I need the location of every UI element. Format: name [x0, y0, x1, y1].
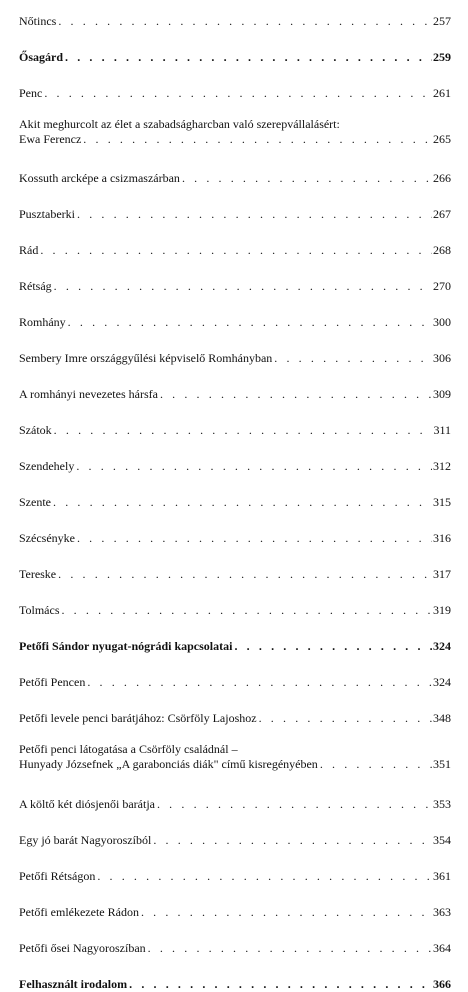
toc-entry: [19, 742, 451, 772]
toc-entry-title: Nőtincs: [19, 14, 57, 28]
toc-entry-row: [19, 459, 451, 474]
dot-leader: [97, 869, 432, 884]
dot-leader: [259, 711, 432, 726]
toc-entry-row: [19, 941, 451, 956]
toc-entry-title: A romhányi nevezetes hársfa: [19, 387, 158, 401]
toc-entry: [19, 171, 451, 186]
toc-entry-page-number: 324: [433, 639, 451, 653]
toc-entry-page-number: 259: [433, 50, 451, 64]
toc-entry-row: [19, 243, 451, 258]
dot-leader: [274, 351, 432, 366]
toc-entry-title: Sembery Imre országgyűlési képviselő Romhányban: [19, 351, 273, 365]
toc-entry-row: [19, 171, 451, 186]
toc-entry-row: [19, 833, 451, 848]
toc-entry-row: [19, 869, 451, 884]
toc-entry-title: Rétság: [19, 279, 52, 293]
dot-leader: [77, 531, 432, 546]
toc-entry-title: Felhasznált irodalom: [19, 977, 128, 991]
toc-entry: [19, 315, 451, 330]
toc-entry-row: [19, 86, 451, 101]
dot-leader: [58, 14, 432, 29]
toc-entry-page-number: 361: [433, 869, 451, 883]
toc-entry-page-number: 315: [433, 495, 451, 509]
table-of-contents: [19, 14, 451, 992]
toc-entry-row: [19, 351, 451, 366]
toc-entry-page-number: 353: [433, 797, 451, 811]
toc-entry-title: Petőfi emlékezete Rádon: [19, 905, 139, 919]
toc-entry-page-number: 265: [433, 132, 451, 146]
toc-entry-page-number: 324: [433, 675, 451, 689]
toc-entry-title: Petőfi Sándor nyugat-nógrádi kapcsolatai: [19, 639, 233, 653]
toc-entry-title: Pusztaberki: [19, 207, 75, 221]
toc-entry-page-number: 268: [433, 243, 451, 257]
toc-entry-row: [19, 315, 451, 330]
toc-entry-title-first-line: Petőfi penci látogatása a Csörföly családnál –: [19, 742, 238, 756]
dot-leader: [87, 675, 432, 690]
toc-entry-page-number: 364: [433, 941, 451, 955]
toc-entry-title: Tolmács: [19, 603, 60, 617]
toc-entry: [19, 675, 451, 690]
toc-entry: [19, 117, 451, 147]
dot-leader: [83, 132, 432, 147]
dot-leader: [182, 171, 432, 186]
toc-entry-row: [19, 531, 451, 546]
toc-entry-row: [19, 279, 451, 294]
toc-entry-title: Egy jó barát Nagyoroszíból: [19, 833, 152, 847]
toc-entry-row: [19, 639, 451, 654]
dot-leader: [153, 833, 432, 848]
toc-entry: [19, 869, 451, 884]
toc-entry-page-number: 316: [433, 531, 451, 545]
toc-entry: [19, 86, 451, 101]
toc-entry-row: [19, 603, 451, 618]
toc-entry-row: [19, 495, 451, 510]
toc-entry-page-number: 312: [433, 459, 451, 473]
toc-entry-page-number: 306: [433, 351, 451, 365]
toc-entry: [19, 243, 451, 258]
toc-entry: [19, 603, 451, 618]
toc-entry-row: [19, 797, 451, 812]
toc-entry-title: Szendehely: [19, 459, 75, 473]
toc-entry-row: [19, 757, 451, 772]
toc-entry: [19, 459, 451, 474]
toc-entry-page-number: 319: [433, 603, 451, 617]
toc-entry-row: [19, 423, 451, 438]
dot-leader: [129, 977, 432, 992]
toc-entry-title: Petőfi levele penci barátjához: Csörföly Lajoshoz: [19, 711, 257, 725]
toc-entry-title: Szente: [19, 495, 51, 509]
toc-entry-title: Rád: [19, 243, 39, 257]
toc-entry-row: [19, 207, 451, 222]
toc-entry-page-number: 363: [433, 905, 451, 919]
toc-entry-row: [19, 50, 451, 65]
toc-entry-page-number: 309: [433, 387, 451, 401]
toc-entry-page-number: 311: [433, 423, 451, 437]
toc-entry: [19, 797, 451, 812]
dot-leader: [141, 905, 432, 920]
toc-entry-title-first-line: Akit meghurcolt az élet a szabadságharcban való szerepvállalásért:: [19, 117, 340, 131]
toc-entry-title: Hunyady Józsefnek „A garabonciás diák" című kisregényében: [19, 757, 318, 771]
toc-entry: [19, 495, 451, 510]
toc-entry-row: [19, 977, 451, 992]
dot-leader: [234, 639, 432, 654]
toc-entry-title: Ősagárd: [19, 50, 64, 64]
toc-entry: [19, 941, 451, 956]
toc-entry-row: [19, 675, 451, 690]
dot-leader: [53, 495, 432, 510]
dot-leader: [320, 757, 432, 772]
toc-entry: [19, 567, 451, 582]
toc-entry-page-number: 348: [433, 711, 451, 725]
toc-entry-row: [19, 387, 451, 402]
toc-entry-title: Petőfi Pencen: [19, 675, 86, 689]
dot-leader: [44, 86, 432, 101]
dot-leader: [160, 387, 432, 402]
toc-entry: [19, 50, 451, 65]
toc-entry: [19, 387, 451, 402]
toc-entry-title: Petőfi Rétságon: [19, 869, 96, 883]
toc-entry-page-number: 366: [433, 977, 451, 991]
toc-entry-page-number: 270: [433, 279, 451, 293]
toc-entry-page-number: 267: [433, 207, 451, 221]
toc-entry: [19, 905, 451, 920]
toc-entry-title: Kossuth arcképe a csizmaszárban: [19, 171, 180, 185]
toc-entry-page-number: 300: [433, 315, 451, 329]
toc-entry-page-number: 257: [433, 14, 451, 28]
toc-entry-row: [19, 132, 451, 147]
toc-entry: [19, 423, 451, 438]
toc-entry: [19, 977, 451, 992]
toc-entry-title: Szátok: [19, 423, 52, 437]
toc-entry-page-number: 261: [433, 86, 451, 100]
dot-leader: [76, 459, 432, 474]
toc-entry: [19, 639, 451, 654]
dot-leader: [148, 941, 432, 956]
toc-entry-row: [19, 905, 451, 920]
toc-entry: [19, 14, 451, 29]
toc-entry-title: A költő két diósjenői barátja: [19, 797, 155, 811]
dot-leader: [157, 797, 432, 812]
dot-leader: [77, 207, 432, 222]
toc-entry: [19, 531, 451, 546]
toc-entry: [19, 833, 451, 848]
dot-leader: [40, 243, 432, 258]
toc-entry-row: [19, 711, 451, 726]
toc-entry: [19, 207, 451, 222]
dot-leader: [58, 567, 432, 582]
dot-leader: [65, 50, 432, 65]
dot-leader: [68, 315, 432, 330]
toc-entry-row: [19, 14, 451, 29]
dot-leader: [54, 279, 432, 294]
dot-leader: [61, 603, 432, 618]
toc-entry: [19, 279, 451, 294]
toc-entry-title: Ewa Ferencz: [19, 132, 82, 146]
toc-entry-title: Szécsénykе: [19, 531, 75, 545]
toc-entry: [19, 351, 451, 366]
toc-entry-title: Tereske: [19, 567, 57, 581]
toc-entry-title: Petőfi ősei Nagyoroszíban: [19, 941, 146, 955]
toc-entry-title: Romhány: [19, 315, 66, 329]
toc-entry-row: [19, 567, 451, 582]
toc-entry-page-number: 354: [433, 833, 451, 847]
toc-entry-page-number: 351: [433, 757, 451, 771]
toc-entry: [19, 711, 451, 726]
dot-leader: [54, 423, 433, 438]
toc-entry-page-number: 317: [433, 567, 451, 581]
toc-entry-page-number: 266: [433, 171, 451, 185]
toc-entry-title: Penc: [19, 86, 43, 100]
